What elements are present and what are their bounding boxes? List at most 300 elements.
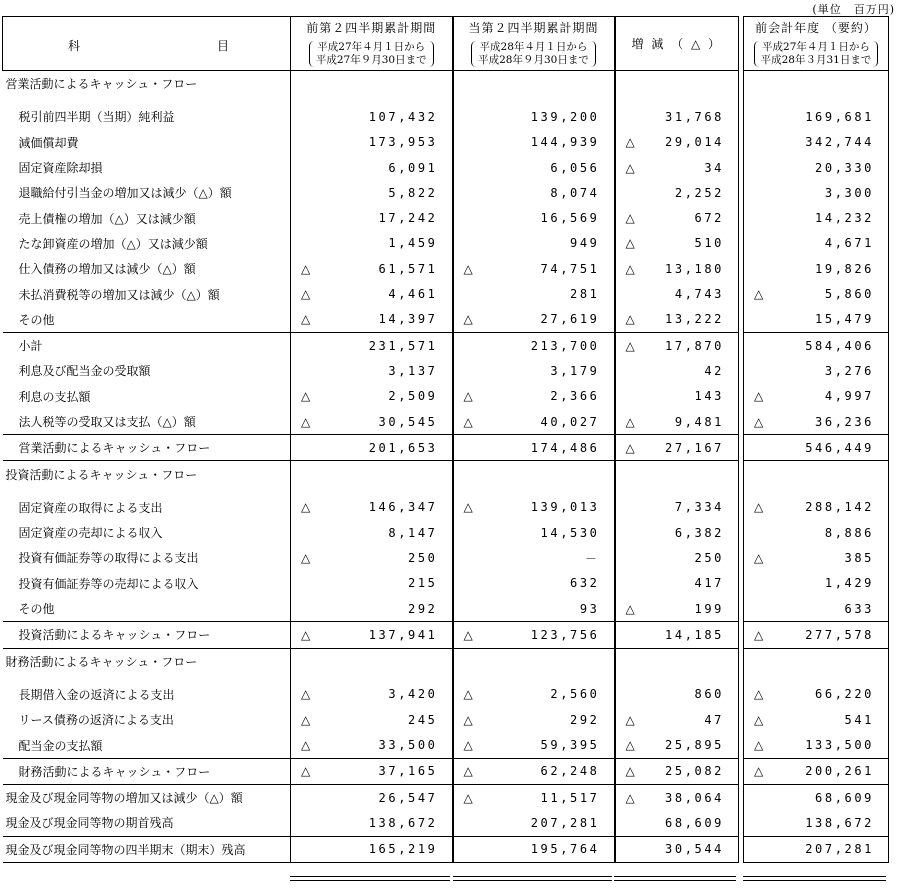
- prev-q2-cell: [291, 130, 453, 155]
- header-prev-q2-to: 平成27年９月30日まで: [315, 54, 427, 66]
- prev-q2-cell-value: 1,459: [388, 236, 438, 251]
- prev-q2-cell: [291, 307, 453, 333]
- table-row: [3, 545, 889, 570]
- prev-q2-cell-value: 245: [408, 712, 438, 727]
- prev-q2-cell-value: 3,420: [388, 687, 438, 702]
- prev-fy-cell: [744, 495, 889, 520]
- change-cell: [615, 596, 739, 622]
- table-row: [3, 495, 889, 520]
- change-cell-value: 672: [694, 211, 724, 226]
- negative-mark: △: [754, 287, 764, 302]
- prev-fy-cell-value: 8,886: [824, 525, 874, 540]
- table-row: [3, 358, 889, 383]
- prev-fy-cell: [744, 648, 889, 674]
- prev-q2-cell: [291, 71, 453, 97]
- row-label: 投資有価証券等の売却による収入: [18, 576, 199, 591]
- change-cell-value: 143: [694, 389, 724, 404]
- change-cell: [615, 545, 739, 570]
- change-cell: [615, 384, 739, 409]
- change-cell: [615, 495, 739, 520]
- change-cell: [615, 836, 739, 862]
- curr-q2-cell-value: 207,281: [530, 815, 600, 830]
- curr-q2-cell-value: 14,530: [540, 525, 600, 540]
- prev-fy-cell: [744, 281, 889, 306]
- change-cell-value: 47: [704, 712, 724, 727]
- spacer-cell: [291, 96, 453, 104]
- negative-mark: △: [463, 687, 473, 702]
- header-item-right: 目: [216, 39, 230, 53]
- table-row: [3, 622, 889, 648]
- prev-q2-cell-value: 61,571: [378, 261, 438, 276]
- negative-mark: △: [463, 738, 473, 753]
- prev-q2-cell: [291, 435, 453, 461]
- prev-fy-cell: [744, 836, 889, 862]
- curr-q2-cell: [453, 520, 615, 545]
- prev-fy-cell-value: 584,406: [805, 338, 874, 353]
- table-row: [3, 682, 889, 707]
- row-label: 売上債権の増加（△）又は減少額: [18, 211, 196, 226]
- prev-fy-cell: [744, 596, 889, 622]
- curr-q2-cell-value: 62,248: [540, 764, 600, 779]
- negative-mark: △: [625, 440, 635, 455]
- table-row: [3, 707, 889, 732]
- curr-q2-cell: [453, 281, 615, 306]
- change-cell: [615, 732, 739, 758]
- row-label: 固定資産の取得による支出: [18, 500, 163, 515]
- header-prev-fy-to: 平成28年３月31日まで: [760, 54, 872, 66]
- curr-q2-cell-value: 2,560: [550, 687, 600, 702]
- prev-fy-cell-value: 3,300: [824, 185, 874, 200]
- negative-mark: △: [463, 627, 473, 642]
- curr-q2-cell: [453, 130, 615, 155]
- negative-mark: △: [625, 764, 635, 779]
- negative-mark: △: [625, 601, 635, 616]
- negative-mark: △: [754, 550, 764, 565]
- row-label: 投資有価証券等の取得による支出: [18, 551, 199, 566]
- prev-fy-cell-value: 277,578: [805, 627, 874, 642]
- negative-mark: △: [754, 500, 764, 515]
- table-row: [3, 596, 889, 622]
- prev-q2-cell-value: 4,461: [388, 287, 438, 302]
- prev-fy-cell: [744, 461, 889, 487]
- spacer-cell: [615, 96, 739, 104]
- header-change-title: 増 減 （ △ ）: [631, 37, 722, 51]
- header-curr-q2-title: 当第２四半期累計期間: [468, 21, 599, 35]
- change-cell-value: 860: [694, 687, 724, 702]
- curr-q2-cell: [453, 758, 615, 784]
- curr-q2-cell-value: 59,395: [540, 738, 600, 753]
- change-cell: [615, 461, 739, 487]
- prev-q2-cell: [291, 231, 453, 256]
- prev-fy-cell: [744, 707, 889, 732]
- prev-fy-cell: [744, 104, 889, 129]
- prev-fy-cell: [744, 785, 889, 811]
- prev-fy-cell: [744, 332, 889, 358]
- prev-q2-cell-value: 250: [408, 550, 438, 565]
- row-label: 投資活動によるキャッシュ・フロー: [3, 622, 291, 648]
- row-label: 現金及び現金同等物の期首残高: [5, 816, 174, 831]
- prev-fy-cell-value: 4,671: [824, 236, 874, 251]
- prev-fy-cell: [744, 155, 889, 180]
- change-cell-value: 4,743: [674, 287, 724, 302]
- change-cell: [615, 281, 739, 306]
- change-cell-value: 2,252: [674, 185, 724, 200]
- double-rule-prev-q2: [290, 876, 450, 881]
- prev-q2-cell: [291, 256, 453, 281]
- prev-q2-cell: [291, 495, 453, 520]
- prev-q2-cell-value: 6,091: [388, 160, 438, 175]
- table-row: [3, 836, 889, 862]
- prev-q2-cell: [291, 785, 453, 811]
- header-prev-fy-from: 平成27年４月１日から: [762, 41, 870, 53]
- prev-q2-cell-value: 231,571: [368, 338, 438, 353]
- header-prev-fy: [744, 17, 889, 71]
- prev-fy-cell: [744, 180, 889, 205]
- negative-mark: △: [625, 261, 635, 276]
- prev-q2-cell-value: 138,672: [368, 815, 438, 830]
- spacer-cell: [615, 487, 739, 495]
- change-cell-value: 13,180: [665, 261, 724, 276]
- change-cell: [615, 231, 739, 256]
- table-row: [3, 384, 889, 409]
- prev-fy-cell-value: 15,479: [815, 312, 874, 327]
- row-label: 営業活動によるキャッシュ・フロー: [3, 71, 291, 97]
- prev-q2-cell-value: 215: [408, 576, 438, 591]
- spacer-cell: [291, 487, 453, 495]
- header-item-left: 科: [68, 39, 82, 53]
- curr-q2-cell-value: 213,700: [530, 338, 600, 353]
- prev-q2-cell: [291, 732, 453, 758]
- row-label: 利息及び配当金の受取額: [18, 364, 151, 379]
- prev-fy-cell: [744, 758, 889, 784]
- prev-q2-cell: [291, 520, 453, 545]
- spacer-row: [3, 487, 889, 495]
- curr-q2-cell-value: 27,619: [540, 312, 600, 327]
- negative-mark: △: [754, 764, 764, 779]
- prev-fy-cell-value: 133,500: [805, 738, 874, 753]
- header-prev-q2-period: [309, 41, 434, 67]
- change-cell: [615, 71, 739, 97]
- prev-q2-cell-value: 107,432: [368, 109, 438, 124]
- negative-mark: △: [625, 312, 635, 327]
- spacer-cell: [744, 487, 889, 495]
- curr-q2-cell-value: 632: [570, 576, 600, 591]
- prev-q2-cell: [291, 596, 453, 622]
- header-prev-q2-from: 平成27年４月１日から: [317, 41, 426, 53]
- table-row: [3, 155, 889, 180]
- change-cell-value: 7,334: [674, 500, 724, 515]
- change-cell: [615, 785, 739, 811]
- change-cell-value: 6,382: [674, 525, 724, 540]
- prev-q2-cell: [291, 810, 453, 836]
- row-label: 退職給付引当金の増加又は減少（△）額: [18, 186, 232, 201]
- spacer-cell: [3, 487, 291, 495]
- row-label: 営業活動によるキャッシュ・フロー: [3, 435, 291, 461]
- negative-mark: △: [754, 687, 764, 702]
- change-cell: [615, 622, 739, 648]
- change-cell: [615, 130, 739, 155]
- curr-q2-cell-value: 174,486: [530, 440, 600, 455]
- row-label: 利息の支払額: [18, 389, 91, 404]
- curr-q2-cell: [453, 205, 615, 230]
- change-cell-value: 42: [704, 363, 724, 378]
- curr-q2-cell: [453, 180, 615, 205]
- change-cell-value: 9,481: [674, 414, 724, 429]
- table-row: [3, 758, 889, 784]
- prev-fy-cell: [744, 256, 889, 281]
- curr-q2-cell: [453, 810, 615, 836]
- spacer-cell: [453, 96, 615, 104]
- prev-fy-cell: [744, 545, 889, 570]
- prev-q2-cell: [291, 758, 453, 784]
- curr-q2-cell-value: 8,074: [550, 185, 600, 200]
- negative-mark: △: [625, 135, 635, 150]
- prev-fy-cell: [744, 384, 889, 409]
- curr-q2-cell-value: 11,517: [540, 790, 600, 805]
- change-cell-value: 510: [694, 236, 724, 251]
- change-cell-value: 417: [694, 576, 724, 591]
- row-label: たな卸資産の増加（△）又は減少額: [18, 236, 208, 251]
- table-row: [3, 71, 889, 97]
- negative-mark: △: [754, 738, 764, 753]
- change-cell-value: 34: [704, 160, 724, 175]
- prev-q2-cell: [291, 836, 453, 862]
- negative-mark: △: [301, 687, 311, 702]
- prev-fy-cell-value: 633: [844, 601, 874, 616]
- negative-mark: △: [301, 414, 311, 429]
- prev-q2-cell-value: 37,165: [378, 764, 438, 779]
- prev-fy-cell-value: 200,261: [805, 764, 874, 779]
- curr-q2-cell: [453, 495, 615, 520]
- row-label: 固定資産除却損: [18, 161, 103, 176]
- curr-q2-cell-value: 93: [579, 601, 600, 616]
- table-row: [3, 409, 889, 435]
- prev-q2-cell: [291, 384, 453, 409]
- change-cell: [615, 707, 739, 732]
- table-row: [3, 648, 889, 674]
- header-row: [3, 17, 889, 71]
- spacer-cell: [3, 674, 291, 682]
- row-label: その他: [18, 602, 55, 617]
- change-cell: [615, 256, 739, 281]
- change-cell-value: 13,222: [665, 312, 724, 327]
- row-label: 固定資産の売却による収入: [18, 526, 163, 541]
- change-cell: [615, 205, 739, 230]
- row-label: 長期借入金の返済による支出: [18, 687, 175, 702]
- negative-mark: △: [301, 389, 311, 404]
- spacer-row: [3, 96, 889, 104]
- row-label: 配当金の支払額: [18, 738, 103, 753]
- negative-mark: △: [301, 764, 311, 779]
- negative-mark: △: [301, 627, 311, 642]
- prev-fy-cell-value: 20,330: [815, 160, 874, 175]
- prev-q2-cell-value: 137,941: [368, 627, 438, 642]
- curr-q2-cell-value: 2,366: [550, 389, 600, 404]
- negative-mark: △: [463, 414, 473, 429]
- table-body: [3, 71, 889, 863]
- prev-fy-cell: [744, 409, 889, 435]
- header-item: [3, 17, 291, 71]
- change-cell: [615, 571, 739, 596]
- prev-q2-cell-value: 8,147: [388, 525, 438, 540]
- header-prev-fy-title: 前会計年度 （要約）: [755, 21, 877, 35]
- prev-fy-cell-value: 385: [844, 550, 874, 565]
- header-curr-q2-from: 平成28年４月１日から: [479, 41, 588, 53]
- table-row: [3, 461, 889, 487]
- row-label: 財務活動によるキャッシュ・フロー: [3, 648, 291, 674]
- prev-q2-cell: [291, 155, 453, 180]
- change-cell: [615, 307, 739, 333]
- negative-mark: △: [463, 312, 473, 327]
- curr-q2-cell: [453, 461, 615, 487]
- prev-fy-cell: [744, 205, 889, 230]
- negative-mark: △: [625, 712, 635, 727]
- prev-q2-cell-value: 165,219: [368, 842, 438, 857]
- table-row: [3, 205, 889, 230]
- change-cell-value: 27,167: [665, 440, 724, 455]
- prev-fy-cell-value: 138,672: [805, 815, 874, 830]
- curr-q2-cell-value: 292: [570, 712, 600, 727]
- prev-fy-cell: [744, 231, 889, 256]
- row-label: 現金及び現金同等物の四半期末（期末）残高: [3, 836, 291, 862]
- change-cell: [615, 358, 739, 383]
- negative-mark: △: [463, 712, 473, 727]
- table-row: [3, 180, 889, 205]
- change-cell-value: 29,014: [665, 135, 724, 150]
- prev-fy-cell: [744, 435, 889, 461]
- prev-fy-cell-value: 169,681: [805, 109, 874, 124]
- negative-mark: △: [301, 738, 311, 753]
- spacer-cell: [3, 96, 291, 104]
- spacer-cell: [744, 674, 889, 682]
- change-cell: [615, 155, 739, 180]
- change-cell-value: 68,609: [665, 815, 724, 830]
- row-label: 現金及び現金同等物の増加又は減少（△）額: [3, 785, 291, 811]
- negative-mark: △: [301, 550, 311, 565]
- prev-fy-cell-value: 14,232: [815, 211, 874, 226]
- spacer-row: [3, 674, 889, 682]
- curr-q2-cell: [453, 332, 615, 358]
- change-cell: [615, 682, 739, 707]
- curr-q2-cell: [453, 707, 615, 732]
- double-rule-prev-fy: [743, 876, 886, 881]
- curr-q2-cell: [453, 231, 615, 256]
- prev-fy-cell: [744, 622, 889, 648]
- negative-mark: △: [625, 738, 635, 753]
- row-label: その他: [18, 312, 55, 327]
- curr-q2-cell: [453, 596, 615, 622]
- curr-q2-cell-value: 195,764: [530, 842, 600, 857]
- curr-q2-cell: [453, 622, 615, 648]
- table-row: [3, 571, 889, 596]
- negative-mark: △: [754, 627, 764, 642]
- prev-q2-cell: [291, 205, 453, 230]
- header-change: [615, 17, 739, 71]
- prev-q2-cell: [291, 682, 453, 707]
- negative-mark: △: [301, 712, 311, 727]
- change-cell: [615, 332, 739, 358]
- prev-fy-cell: [744, 571, 889, 596]
- spacer-cell: [453, 487, 615, 495]
- curr-q2-cell: [453, 384, 615, 409]
- prev-fy-cell-value: 546,449: [805, 440, 874, 455]
- curr-q2-cell: [453, 435, 615, 461]
- curr-q2-cell: [453, 256, 615, 281]
- curr-q2-cell: [453, 409, 615, 435]
- curr-q2-cell-value: －: [584, 551, 600, 566]
- curr-q2-cell: [453, 732, 615, 758]
- curr-q2-cell: [453, 682, 615, 707]
- row-label: 未払消費税等の増加又は減少（△）額: [18, 287, 220, 302]
- prev-fy-cell: [744, 307, 889, 333]
- header-prev-fy-period: [754, 41, 879, 67]
- curr-q2-cell: [453, 155, 615, 180]
- prev-q2-cell: [291, 648, 453, 674]
- curr-q2-cell: [453, 307, 615, 333]
- prev-q2-cell-value: 30,545: [378, 414, 438, 429]
- table-row: [3, 520, 889, 545]
- table-row: [3, 130, 889, 155]
- prev-fy-cell-value: 68,609: [815, 790, 874, 805]
- curr-q2-cell-value: 281: [570, 287, 600, 302]
- prev-fy-cell: [744, 732, 889, 758]
- header-curr-q2: [453, 17, 615, 71]
- change-cell: [615, 810, 739, 836]
- cash-flow-table: [2, 16, 889, 863]
- change-cell-value: 25,895: [665, 738, 724, 753]
- double-rule-curr-q2: [453, 876, 612, 881]
- row-label: 小計: [3, 332, 291, 358]
- curr-q2-cell: [453, 358, 615, 383]
- curr-q2-cell: [453, 545, 615, 570]
- double-rule-change: [614, 876, 736, 881]
- prev-q2-cell: [291, 104, 453, 129]
- prev-fy-cell: [744, 520, 889, 545]
- prev-q2-cell: [291, 281, 453, 306]
- prev-q2-cell-value: 26,547: [378, 790, 438, 805]
- header-prev-q2: [291, 17, 453, 71]
- header-curr-q2-period: [471, 41, 596, 67]
- prev-fy-cell-value: 342,744: [805, 135, 874, 150]
- table-row: [3, 810, 889, 836]
- prev-fy-cell: [744, 682, 889, 707]
- prev-q2-cell-value: 17,242: [378, 211, 438, 226]
- change-cell-value: 250: [694, 550, 724, 565]
- row-label: 財務活動によるキャッシュ・フロー: [3, 758, 291, 784]
- prev-fy-cell-value: 1,429: [824, 576, 874, 591]
- prev-q2-cell-value: 292: [408, 601, 438, 616]
- curr-q2-cell: [453, 785, 615, 811]
- row-label: 投資活動によるキャッシュ・フロー: [3, 461, 291, 487]
- change-cell: [615, 409, 739, 435]
- change-cell-value: 17,870: [665, 338, 724, 353]
- change-cell: [615, 104, 739, 129]
- negative-mark: △: [625, 236, 635, 251]
- change-cell: [615, 758, 739, 784]
- table-row: [3, 281, 889, 306]
- negative-mark: △: [625, 160, 635, 175]
- prev-fy-cell-value: 19,826: [815, 261, 874, 276]
- change-cell-value: 199: [694, 601, 724, 616]
- curr-q2-cell-value: 74,751: [540, 261, 600, 276]
- curr-q2-cell-value: 123,756: [530, 627, 600, 642]
- curr-q2-cell-value: 6,056: [550, 160, 600, 175]
- negative-mark: △: [463, 500, 473, 515]
- change-cell-value: 38,064: [665, 790, 724, 805]
- prev-q2-cell: [291, 461, 453, 487]
- prev-q2-cell: [291, 409, 453, 435]
- negative-mark: △: [301, 287, 311, 302]
